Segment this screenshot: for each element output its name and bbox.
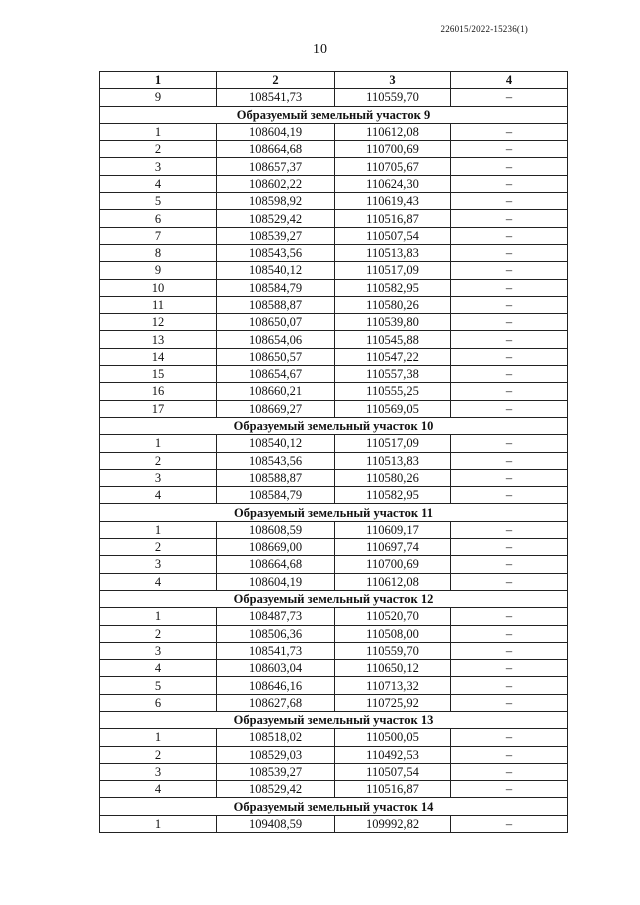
section-header-row: [100, 417, 568, 434]
section-header-row: [100, 798, 568, 815]
point-number-cell: 2: [100, 452, 217, 469]
point-number-cell: 1: [100, 521, 217, 538]
x-coordinate-cell: 108588,87: [217, 469, 335, 486]
point-number-cell: 16: [100, 383, 217, 400]
table-row: [100, 262, 568, 279]
note-cell: –: [451, 452, 568, 469]
table-row: [100, 608, 568, 625]
note-cell: –: [451, 89, 568, 106]
x-coordinate-cell: 108627,68: [217, 694, 335, 711]
section-header-row: [100, 711, 568, 728]
page-number: 10: [313, 42, 327, 57]
x-coordinate-cell: 108650,57: [217, 348, 335, 365]
x-coordinate-cell: 108543,56: [217, 452, 335, 469]
note-cell: –: [451, 763, 568, 780]
note-cell: –: [451, 141, 568, 158]
point-number-cell: 6: [100, 694, 217, 711]
x-coordinate-cell: 108541,73: [217, 642, 335, 659]
x-coordinate-cell: 108506,36: [217, 625, 335, 642]
note-cell: –: [451, 625, 568, 642]
point-number-cell: 1: [100, 435, 217, 452]
x-coordinate-cell: 108584,79: [217, 487, 335, 504]
point-number-cell: 10: [100, 279, 217, 296]
point-number-cell: 4: [100, 487, 217, 504]
table-header-row: [100, 72, 568, 89]
point-number-cell: 2: [100, 141, 217, 158]
x-coordinate-cell: 108540,12: [217, 262, 335, 279]
point-number-cell: 5: [100, 193, 217, 210]
point-number-cell: 9: [100, 89, 217, 106]
y-coordinate-cell: 110508,00: [335, 625, 451, 642]
y-coordinate-cell: 110517,09: [335, 262, 451, 279]
y-coordinate-cell: 110569,05: [335, 400, 451, 417]
x-coordinate-cell: 108541,73: [217, 89, 335, 106]
section-header-row: [100, 504, 568, 521]
table-row: [100, 435, 568, 452]
point-number-cell: 2: [100, 539, 217, 556]
point-number-cell: 2: [100, 625, 217, 642]
note-cell: –: [451, 400, 568, 417]
table-row: [100, 331, 568, 348]
table-row: [100, 348, 568, 365]
section-title: Образуемый земельный участок 11: [100, 504, 568, 521]
section-header-row: [100, 106, 568, 123]
x-coordinate-cell: 108584,79: [217, 279, 335, 296]
y-coordinate-cell: 110713,32: [335, 677, 451, 694]
table-row: [100, 521, 568, 538]
table-row: [100, 469, 568, 486]
y-coordinate-cell: 110619,43: [335, 193, 451, 210]
note-cell: –: [451, 175, 568, 192]
table-row: [100, 279, 568, 296]
y-coordinate-cell: 110580,26: [335, 296, 451, 313]
note-cell: –: [451, 729, 568, 746]
y-coordinate-cell: 110612,08: [335, 573, 451, 590]
note-cell: –: [451, 539, 568, 556]
note-cell: –: [451, 210, 568, 227]
y-coordinate-cell: 110559,70: [335, 89, 451, 106]
point-number-cell: 3: [100, 642, 217, 659]
y-coordinate-cell: 110612,08: [335, 123, 451, 140]
section-title: Образуемый земельный участок 12: [100, 590, 568, 607]
y-coordinate-cell: 110507,54: [335, 227, 451, 244]
x-coordinate-cell: 108654,06: [217, 331, 335, 348]
table-row: [100, 763, 568, 780]
point-number-cell: 2: [100, 746, 217, 763]
point-number-cell: 3: [100, 556, 217, 573]
x-coordinate-cell: 108664,68: [217, 141, 335, 158]
note-cell: –: [451, 296, 568, 313]
note-cell: –: [451, 331, 568, 348]
note-cell: –: [451, 608, 568, 625]
coordinates-table: [99, 71, 568, 833]
y-coordinate-cell: 110582,95: [335, 487, 451, 504]
y-coordinate-cell: 110513,83: [335, 452, 451, 469]
section-header-row: [100, 590, 568, 607]
note-cell: –: [451, 521, 568, 538]
y-coordinate-cell: 110513,83: [335, 244, 451, 261]
note-cell: –: [451, 435, 568, 452]
section-title: Образуемый земельный участок 10: [100, 417, 568, 434]
y-coordinate-cell: 110517,09: [335, 435, 451, 452]
x-coordinate-cell: 109408,59: [217, 815, 335, 832]
x-coordinate-cell: 108669,27: [217, 400, 335, 417]
table-row: [100, 746, 568, 763]
point-number-cell: 7: [100, 227, 217, 244]
note-cell: –: [451, 227, 568, 244]
note-cell: –: [451, 781, 568, 798]
y-coordinate-cell: 110700,69: [335, 141, 451, 158]
note-cell: –: [451, 244, 568, 261]
x-coordinate-cell: 108604,19: [217, 123, 335, 140]
table-row: [100, 383, 568, 400]
note-cell: –: [451, 815, 568, 832]
table-row: [100, 193, 568, 210]
x-coordinate-cell: 108487,73: [217, 608, 335, 625]
table-row: [100, 539, 568, 556]
table-row: [100, 210, 568, 227]
point-number-cell: 1: [100, 729, 217, 746]
point-number-cell: 3: [100, 158, 217, 175]
note-cell: –: [451, 642, 568, 659]
y-coordinate-cell: 110507,54: [335, 763, 451, 780]
note-cell: –: [451, 262, 568, 279]
table-row: [100, 487, 568, 504]
table-row: [100, 573, 568, 590]
note-cell: –: [451, 279, 568, 296]
y-coordinate-cell: 110705,67: [335, 158, 451, 175]
x-coordinate-cell: 108654,67: [217, 366, 335, 383]
point-number-cell: 3: [100, 469, 217, 486]
table-row: [100, 400, 568, 417]
y-coordinate-cell: 110700,69: [335, 556, 451, 573]
table-row: [100, 452, 568, 469]
y-coordinate-cell: 110580,26: [335, 469, 451, 486]
y-coordinate-cell: 110725,92: [335, 694, 451, 711]
point-number-cell: 3: [100, 763, 217, 780]
point-number-cell: 14: [100, 348, 217, 365]
section-title: Образуемый земельный участок 13: [100, 711, 568, 728]
column-header: 3: [335, 72, 451, 89]
y-coordinate-cell: 110609,17: [335, 521, 451, 538]
y-coordinate-cell: 110492,53: [335, 746, 451, 763]
note-cell: –: [451, 573, 568, 590]
x-coordinate-cell: 108669,00: [217, 539, 335, 556]
y-coordinate-cell: 110559,70: [335, 642, 451, 659]
table-row: [100, 123, 568, 140]
table-row: [100, 729, 568, 746]
point-number-cell: 11: [100, 296, 217, 313]
point-number-cell: 13: [100, 331, 217, 348]
x-coordinate-cell: 108539,27: [217, 763, 335, 780]
table-row: [100, 642, 568, 659]
point-number-cell: 12: [100, 314, 217, 331]
note-cell: –: [451, 314, 568, 331]
point-number-cell: 4: [100, 660, 217, 677]
x-coordinate-cell: 108598,92: [217, 193, 335, 210]
document-number: 226015/2022-15236(1): [440, 24, 528, 34]
table-body: [100, 89, 568, 833]
note-cell: –: [451, 694, 568, 711]
point-number-cell: 1: [100, 608, 217, 625]
point-number-cell: 5: [100, 677, 217, 694]
point-number-cell: 4: [100, 573, 217, 590]
x-coordinate-cell: 108602,22: [217, 175, 335, 192]
note-cell: –: [451, 746, 568, 763]
table-row: [100, 556, 568, 573]
point-number-cell: 15: [100, 366, 217, 383]
y-coordinate-cell: 110520,70: [335, 608, 451, 625]
x-coordinate-cell: 108608,59: [217, 521, 335, 538]
x-coordinate-cell: 108664,68: [217, 556, 335, 573]
section-title: Образуемый земельный участок 9: [100, 106, 568, 123]
column-header: 4: [451, 72, 568, 89]
note-cell: –: [451, 123, 568, 140]
section-title: Образуемый земельный участок 14: [100, 798, 568, 815]
table-row: [100, 815, 568, 832]
table-row: [100, 660, 568, 677]
note-cell: –: [451, 677, 568, 694]
point-number-cell: 9: [100, 262, 217, 279]
x-coordinate-cell: 108650,07: [217, 314, 335, 331]
y-coordinate-cell: 110516,87: [335, 781, 451, 798]
table-row: [100, 141, 568, 158]
y-coordinate-cell: 110582,95: [335, 279, 451, 296]
x-coordinate-cell: 108540,12: [217, 435, 335, 452]
table-row: [100, 677, 568, 694]
table-row: [100, 625, 568, 642]
table-row: [100, 694, 568, 711]
y-coordinate-cell: 110547,22: [335, 348, 451, 365]
table-row: [100, 89, 568, 106]
y-coordinate-cell: 110624,30: [335, 175, 451, 192]
y-coordinate-cell: 110500,05: [335, 729, 451, 746]
y-coordinate-cell: 110557,38: [335, 366, 451, 383]
x-coordinate-cell: 108588,87: [217, 296, 335, 313]
x-coordinate-cell: 108518,02: [217, 729, 335, 746]
point-number-cell: 4: [100, 781, 217, 798]
note-cell: –: [451, 556, 568, 573]
point-number-cell: 6: [100, 210, 217, 227]
table-row: [100, 244, 568, 261]
point-number-cell: 1: [100, 815, 217, 832]
x-coordinate-cell: 108603,04: [217, 660, 335, 677]
x-coordinate-cell: 108529,42: [217, 781, 335, 798]
table-row: [100, 781, 568, 798]
y-coordinate-cell: 110545,88: [335, 331, 451, 348]
note-cell: –: [451, 469, 568, 486]
point-number-cell: 17: [100, 400, 217, 417]
table-row: [100, 175, 568, 192]
x-coordinate-cell: 108529,03: [217, 746, 335, 763]
x-coordinate-cell: 108543,56: [217, 244, 335, 261]
note-cell: –: [451, 487, 568, 504]
y-coordinate-cell: 110539,80: [335, 314, 451, 331]
point-number-cell: 1: [100, 123, 217, 140]
note-cell: –: [451, 383, 568, 400]
table-row: [100, 314, 568, 331]
x-coordinate-cell: 108539,27: [217, 227, 335, 244]
y-coordinate-cell: 110516,87: [335, 210, 451, 227]
note-cell: –: [451, 348, 568, 365]
column-header: 2: [217, 72, 335, 89]
note-cell: –: [451, 366, 568, 383]
x-coordinate-cell: 108660,21: [217, 383, 335, 400]
y-coordinate-cell: 110650,12: [335, 660, 451, 677]
point-number-cell: 8: [100, 244, 217, 261]
y-coordinate-cell: 110555,25: [335, 383, 451, 400]
note-cell: –: [451, 193, 568, 210]
x-coordinate-cell: 108604,19: [217, 573, 335, 590]
x-coordinate-cell: 108529,42: [217, 210, 335, 227]
table-row: [100, 158, 568, 175]
table-row: [100, 366, 568, 383]
table-row: [100, 296, 568, 313]
y-coordinate-cell: 110697,74: [335, 539, 451, 556]
point-number-cell: 4: [100, 175, 217, 192]
y-coordinate-cell: 109992,82: [335, 815, 451, 832]
x-coordinate-cell: 108646,16: [217, 677, 335, 694]
table-row: [100, 227, 568, 244]
x-coordinate-cell: 108657,37: [217, 158, 335, 175]
note-cell: –: [451, 660, 568, 677]
column-header: 1: [100, 72, 217, 89]
note-cell: –: [451, 158, 568, 175]
